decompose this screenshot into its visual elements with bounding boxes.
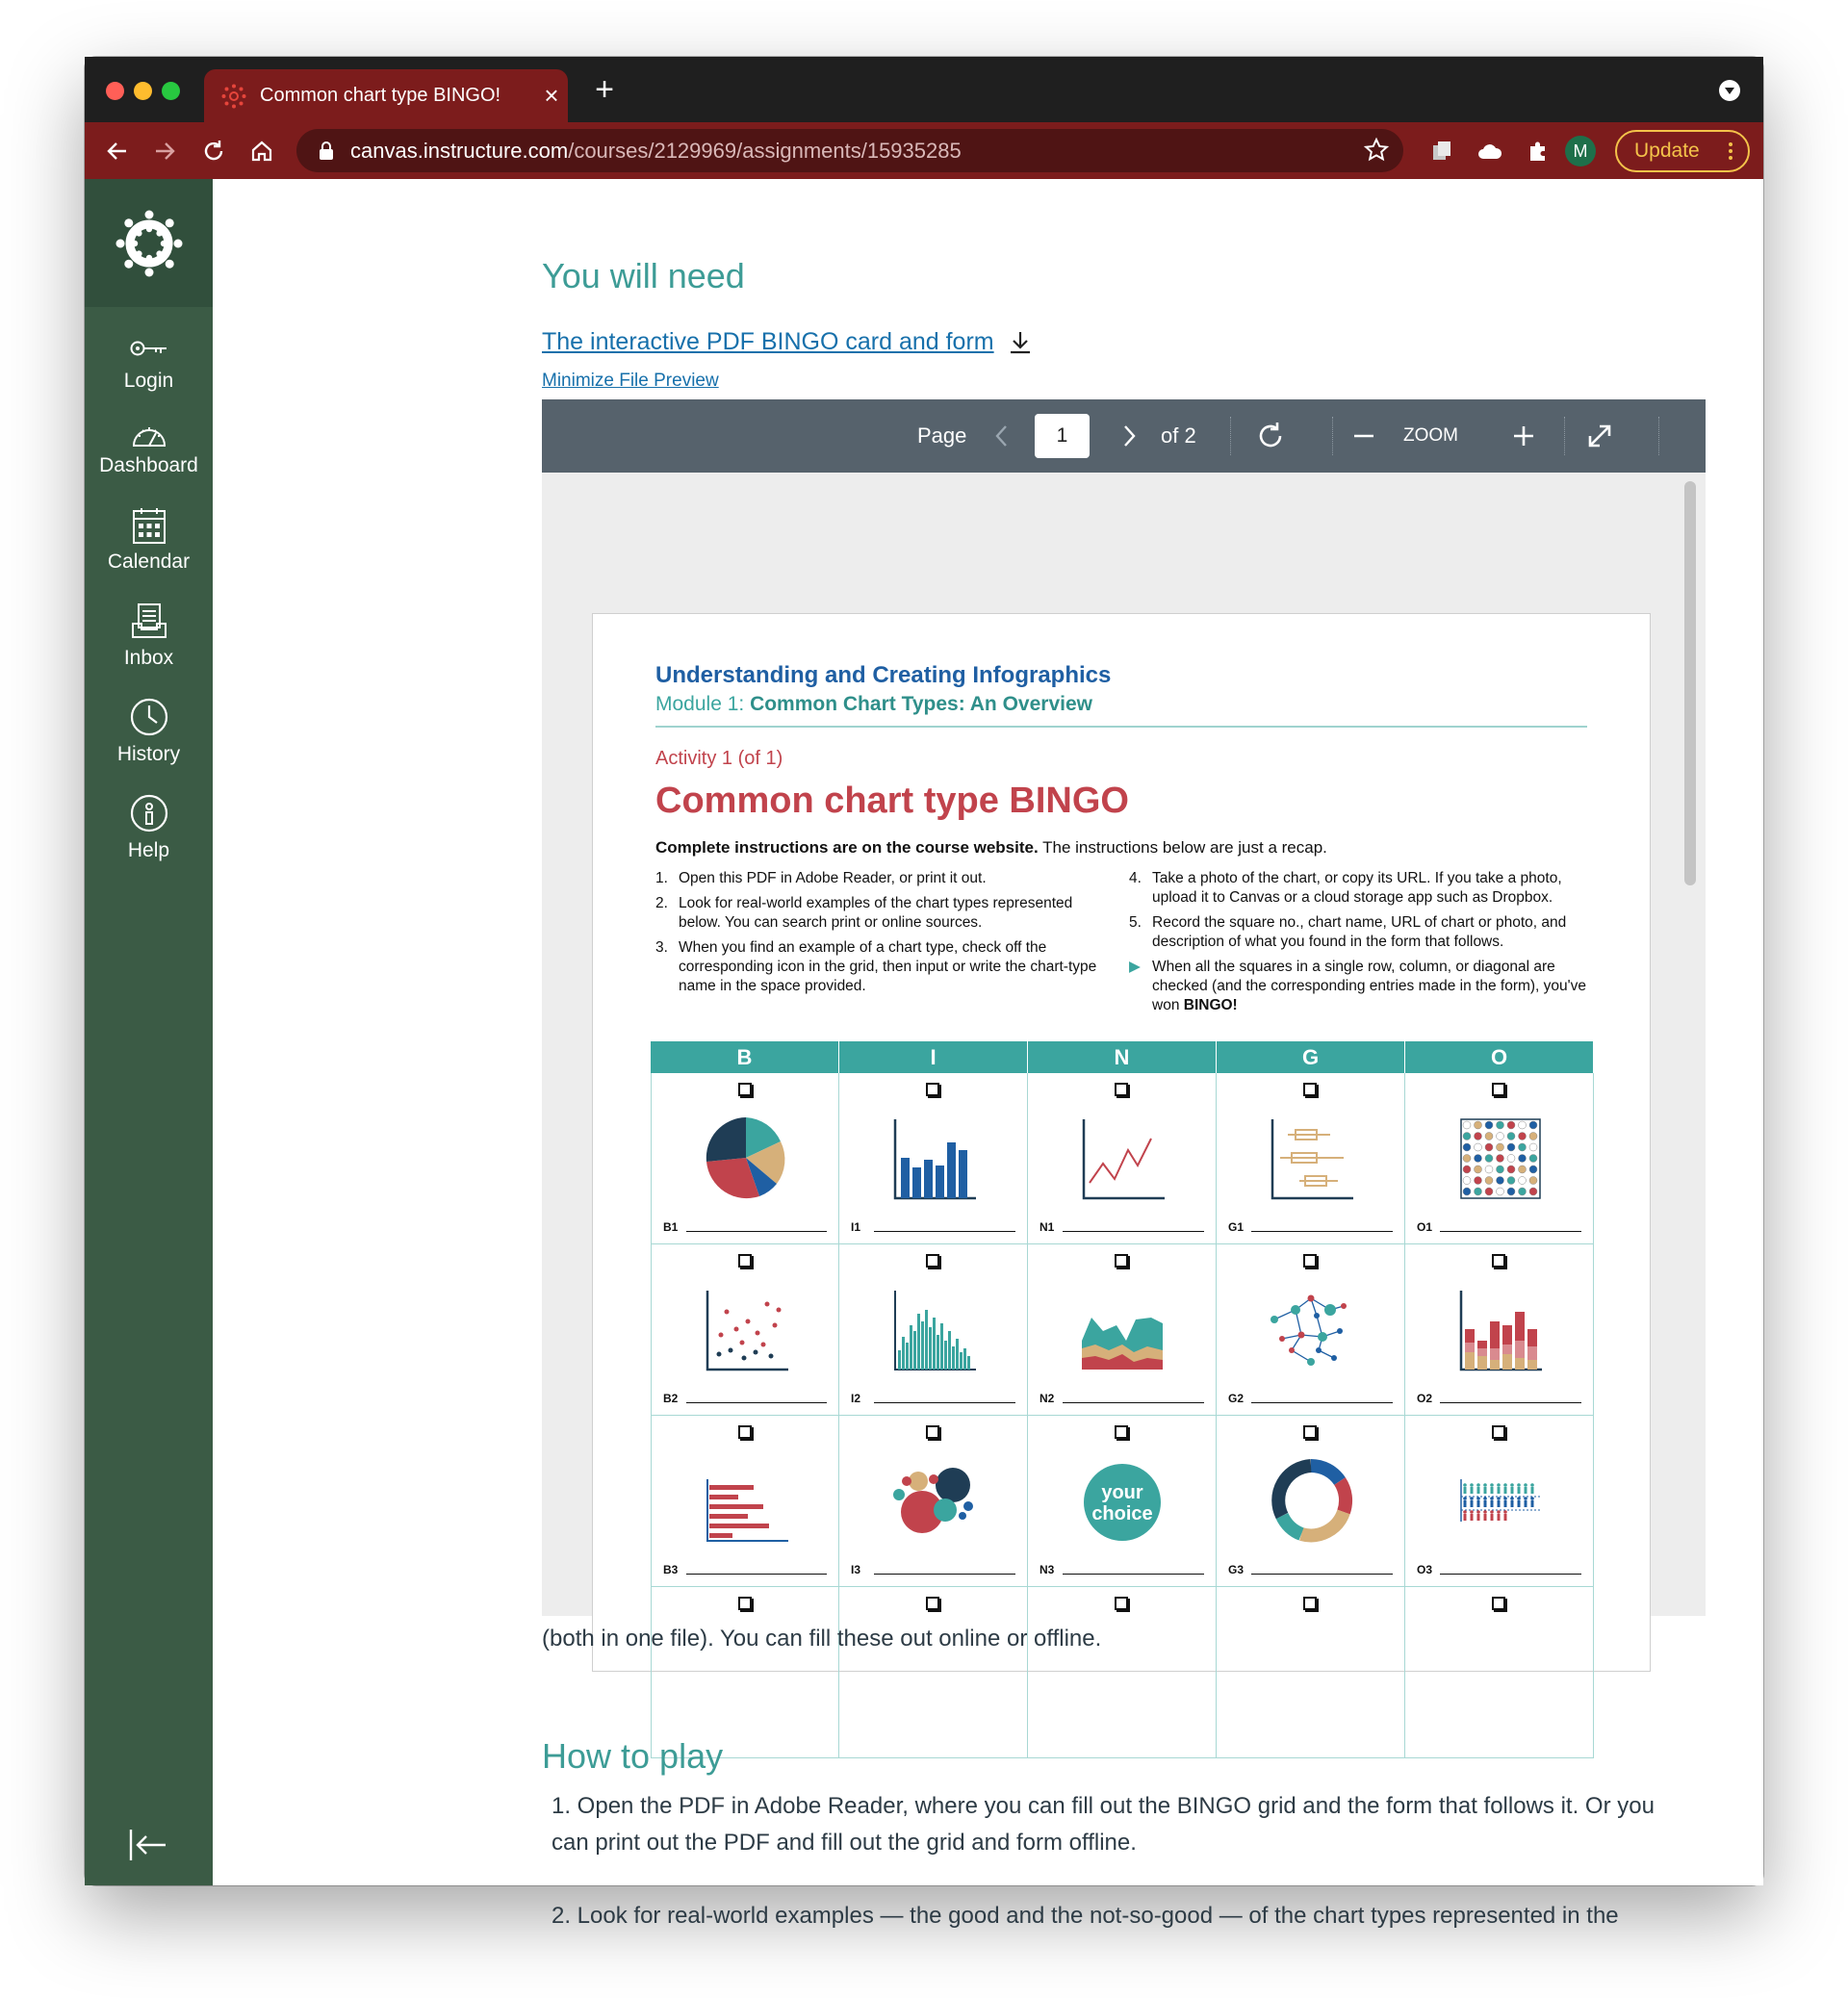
answer-line[interactable] (686, 1574, 827, 1575)
step-text-bold: BINGO! (1183, 997, 1238, 1013)
step-number: 2. (655, 895, 668, 911)
update-label: Update (1634, 140, 1700, 162)
step-text: Record the square no., chart name, URL of chart or photo, and description of what you found in the form that follows. (1152, 914, 1567, 950)
bingo-cell-o3 (1405, 1416, 1594, 1587)
nav-dashboard[interactable] (85, 420, 213, 477)
bingo-cell-i1 (839, 1073, 1028, 1244)
horizontal-bar-icon (698, 1452, 794, 1549)
bingo-cell-n2 (1028, 1244, 1217, 1416)
home-icon[interactable] (243, 132, 281, 170)
tab-search-icon[interactable] (1719, 80, 1740, 101)
bingo-checkbox[interactable] (1492, 1425, 1505, 1439)
bingo-checkbox[interactable] (1303, 1083, 1317, 1096)
answer-line[interactable] (874, 1574, 1015, 1575)
bingo-column-header: G (1217, 1041, 1405, 1073)
bar-chart-icon (886, 1110, 982, 1206)
nav-login[interactable] (85, 333, 213, 393)
page-label: Page (917, 423, 967, 448)
step-number: 4. (1129, 870, 1142, 886)
toolbar-divider (1564, 417, 1565, 455)
bingo-checkbox[interactable] (1303, 1597, 1317, 1610)
cell-code: O1 (1417, 1220, 1433, 1234)
answer-line[interactable] (874, 1231, 1015, 1232)
canvas-global-nav (85, 179, 213, 1885)
browser-window (85, 57, 1763, 1929)
url-path: /courses/2129969/assignments/15935285 (568, 138, 962, 163)
bingo-checkbox[interactable] (738, 1597, 752, 1610)
bingo-checkbox[interactable] (738, 1254, 752, 1268)
bingo-cell (1028, 1587, 1217, 1758)
info-icon (129, 793, 169, 833)
collapse-nav-icon[interactable] (127, 1824, 169, 1866)
bingo-column-header: B (651, 1041, 839, 1073)
nav-inbox-label: Inbox (123, 647, 174, 669)
area-chart-icon (1074, 1281, 1170, 1377)
pdf-step (655, 894, 1098, 933)
minimize-preview-link[interactable]: Minimize File Preview (542, 371, 719, 391)
extensions-puzzle-icon[interactable] (1519, 132, 1557, 170)
free-space-word-1: your (1101, 1482, 1143, 1503)
answer-line[interactable] (686, 1402, 827, 1403)
cell-code: I2 (851, 1392, 861, 1405)
answer-line[interactable] (1063, 1574, 1204, 1575)
minimize-window-button[interactable] (134, 82, 152, 100)
bingo-column-header: N (1028, 1041, 1217, 1073)
bingo-row (651, 1244, 1594, 1416)
pdf-file-link[interactable] (542, 328, 1033, 356)
nav-calendar-label: Calendar (107, 551, 191, 573)
step-number: 5. (1129, 914, 1142, 931)
bingo-checkbox[interactable] (738, 1083, 752, 1096)
close-window-button[interactable] (106, 82, 124, 100)
bingo-cell-b2 (651, 1244, 839, 1416)
bingo-row (651, 1416, 1594, 1587)
stacked-bar-icon (1451, 1281, 1548, 1377)
bingo-checkbox[interactable] (926, 1597, 939, 1610)
key-icon (128, 333, 170, 364)
step-number: 1. (655, 870, 668, 886)
file-note: (both in one file). You can fill these out online or offline. (542, 1626, 1102, 1652)
zoom-out-icon[interactable] (1350, 399, 1377, 473)
reload-icon[interactable] (194, 132, 233, 170)
dashboard-icon (130, 420, 168, 448)
next-page-icon[interactable] (1119, 399, 1139, 473)
cloud-extension-icon[interactable] (1471, 132, 1509, 170)
bingo-cell-b1 (651, 1073, 839, 1244)
cell-code: G3 (1228, 1563, 1245, 1576)
bingo-cell-n3 (1028, 1416, 1217, 1587)
bingo-cell (651, 1587, 839, 1758)
answer-line[interactable] (1440, 1574, 1581, 1575)
bingo-cell-i3 (839, 1416, 1028, 1587)
dot-matrix-icon (1451, 1110, 1548, 1206)
pdf-course-title: Understanding and Creating Infographics (655, 662, 1112, 688)
step-item: 1. Open the PDF in Adobe Reader, where you can fill out the BINGO grid and the form that follows it. Or you can print out the PDF and fill out the grid and form offline. (552, 1793, 1655, 1856)
new-tab-button[interactable]: + (595, 71, 614, 108)
step-text: Open this PDF in Adobe Reader, or print it out. (679, 870, 987, 886)
cell-code: N3 (1040, 1563, 1055, 1576)
inbox-icon (130, 602, 168, 641)
url-host: canvas.instructure.com (350, 138, 569, 163)
pdf-divider (655, 726, 1587, 728)
cell-code: I1 (851, 1220, 861, 1234)
forward-icon[interactable] (145, 132, 184, 170)
close-tab-icon[interactable]: × (544, 81, 559, 110)
address-bar[interactable] (296, 129, 1403, 172)
nav-calendar[interactable] (85, 506, 213, 574)
step-text: Look for real-world examples of the chart types represented below. You can search print or online sources. (679, 895, 1073, 931)
answer-line[interactable] (874, 1402, 1015, 1403)
nav-history-label: History (116, 743, 181, 765)
pdf-step (655, 869, 1098, 888)
bingo-checkbox[interactable] (1115, 1083, 1128, 1096)
donut-chart-icon (1263, 1452, 1359, 1549)
pdf-viewer-toolbar (542, 399, 1706, 473)
bingo-row (651, 1073, 1594, 1244)
active-tab[interactable] (204, 69, 568, 122)
page-count: of 2 (1161, 423, 1196, 448)
bingo-checkbox[interactable] (1115, 1254, 1128, 1268)
histogram-icon (886, 1281, 982, 1377)
back-icon[interactable] (98, 132, 137, 170)
maximize-window-button[interactable] (162, 82, 180, 100)
lock-icon (316, 141, 337, 161)
canvas-favicon-icon (221, 84, 246, 109)
answer-line[interactable] (1063, 1231, 1204, 1232)
heading-you-will-need: You will need (542, 256, 745, 295)
calendar-icon (132, 506, 167, 545)
zoom-in-icon[interactable] (1510, 399, 1537, 473)
prev-page-icon[interactable] (992, 399, 1012, 473)
step-text: When all the squares in a single row, column, or diagonal are checked (and the corresponding entries made in the form), you've won (1152, 959, 1586, 1013)
cell-code: B2 (663, 1392, 679, 1405)
assignment-content (213, 179, 1763, 1929)
nav-dashboard-label: Dashboard (99, 454, 198, 476)
cell-code: N2 (1040, 1392, 1055, 1405)
rotate-icon[interactable] (1254, 399, 1287, 473)
viewer-scrollbar[interactable] (1684, 481, 1696, 885)
bingo-checkbox[interactable] (926, 1425, 939, 1439)
pdf-step (1129, 913, 1591, 952)
toolbar-divider (1230, 417, 1231, 455)
cell-code: G1 (1228, 1220, 1245, 1234)
network-diagram-icon (1263, 1281, 1359, 1377)
nav-help-label: Help (127, 839, 170, 861)
pdf-lead-rest: The instructions below are just a recap. (1038, 838, 1327, 857)
update-button[interactable] (1615, 130, 1750, 172)
cell-code: G2 (1228, 1392, 1245, 1405)
pdf-activity: Activity 1 (of 1) (655, 748, 783, 769)
pdf-lead-bold: Complete instructions are on the course website. (655, 838, 1039, 857)
box-plot-icon (1263, 1110, 1359, 1206)
bingo-cell-o1 (1405, 1073, 1594, 1244)
bingo-checkbox[interactable] (926, 1083, 939, 1096)
pdf-steps-left (655, 869, 1098, 1002)
pdf-step (1129, 958, 1591, 1015)
answer-line[interactable] (686, 1231, 827, 1232)
more-menu-icon (1729, 140, 1734, 163)
download-icon[interactable] (1008, 329, 1033, 356)
bingo-column-header: O (1405, 1041, 1594, 1073)
answer-line[interactable] (1440, 1231, 1581, 1232)
bingo-header (651, 1041, 1594, 1073)
bubble-chart-icon (886, 1452, 982, 1549)
cell-code: I3 (851, 1563, 861, 1576)
cell-code: B3 (663, 1563, 679, 1576)
canvas-logo-icon[interactable] (85, 179, 213, 307)
pdf-file-link-text: The interactive PDF BINGO card and form (542, 328, 994, 355)
bingo-cell-b3 (651, 1416, 839, 1587)
pdf-module (655, 693, 1092, 716)
tab-bar (85, 57, 1763, 122)
pie-chart-icon (698, 1110, 794, 1206)
page-number-input[interactable]: 1 (1035, 414, 1090, 458)
answer-line[interactable] (1440, 1402, 1581, 1403)
scatter-plot-icon (698, 1281, 794, 1377)
cell-code: N1 (1040, 1220, 1055, 1234)
bingo-checkbox[interactable] (1115, 1597, 1128, 1610)
bingo-cell-g1 (1217, 1073, 1405, 1244)
bingo-checkbox[interactable] (926, 1254, 939, 1268)
pdf-module-prefix: Module 1: (655, 693, 751, 715)
pdf-page (592, 613, 1651, 1672)
bingo-checkbox[interactable] (1303, 1254, 1317, 1268)
bingo-cell (1217, 1587, 1405, 1758)
bingo-cell-o2 (1405, 1244, 1594, 1416)
pdf-lead (655, 838, 1327, 858)
pdf-step (655, 938, 1098, 996)
pdf-step (1129, 869, 1591, 908)
answer-line[interactable] (1063, 1402, 1204, 1403)
bingo-row (651, 1587, 1594, 1758)
bingo-cell-n1 (1028, 1073, 1217, 1244)
bookmark-star-icon[interactable] (1363, 137, 1390, 164)
step-bullet-icon: ▶ (1129, 959, 1141, 975)
pdf-title: Common chart type BINGO (655, 781, 1129, 821)
cell-code: O2 (1417, 1392, 1433, 1405)
bingo-cell (1405, 1587, 1594, 1758)
step-text: Take a photo of the chart, or copy its URL. If you take a photo, upload it to Canvas or a cloud storage app such as Dropbox. (1152, 870, 1562, 906)
answer-line[interactable] (1251, 1231, 1393, 1232)
step-text: When you find an example of a chart type, check off the corresponding icon in the grid, then input or write the chart-type name in the space provided. (679, 939, 1097, 994)
free-space-word-2: choice (1091, 1503, 1153, 1524)
bingo-cell-i2 (839, 1244, 1028, 1416)
pdf-steps-right (1129, 869, 1591, 1021)
bingo-checkbox[interactable] (1492, 1254, 1505, 1268)
answer-line[interactable] (1251, 1402, 1393, 1403)
bingo-checkbox[interactable] (1115, 1425, 1128, 1439)
pdf-module-name: Common Chart Types: An Overview (750, 693, 1092, 715)
extension-copy-icon[interactable] (1423, 132, 1461, 170)
nav-inbox[interactable] (85, 602, 213, 670)
nav-history[interactable] (85, 697, 213, 766)
nav-help[interactable] (85, 793, 213, 862)
bingo-checkbox[interactable] (1492, 1083, 1505, 1096)
profile-avatar[interactable]: M (1565, 136, 1596, 166)
nav-login-label: Login (123, 370, 174, 392)
pdf-viewer (542, 399, 1706, 1616)
pictogram-icon (1451, 1452, 1548, 1549)
zoom-label: ZOOM (1403, 425, 1458, 446)
bingo-checkbox[interactable] (738, 1425, 752, 1439)
bingo-column-header: I (839, 1041, 1028, 1073)
bingo-checkbox[interactable] (1303, 1425, 1317, 1439)
step-number: 3. (655, 939, 668, 956)
heading-how-to-play: How to play (542, 1736, 724, 1776)
cell-code: B1 (663, 1220, 679, 1234)
free-space-icon (1074, 1452, 1170, 1549)
bingo-checkbox[interactable] (1492, 1597, 1505, 1610)
bingo-cell-g2 (1217, 1244, 1405, 1416)
cell-code: O3 (1417, 1563, 1433, 1576)
toolbar-divider (1332, 417, 1333, 455)
line-chart-icon (1074, 1110, 1170, 1206)
answer-line[interactable] (1251, 1574, 1393, 1575)
clock-icon (129, 697, 169, 737)
bingo-cell (839, 1587, 1028, 1758)
fullscreen-icon[interactable] (1585, 399, 1614, 473)
step-item: 2. Look for real-world examples — the good and the not-so-good — of the chart types represented in the (552, 1903, 1619, 1929)
toolbar-divider (1658, 417, 1659, 455)
bingo-cell-g3 (1217, 1416, 1405, 1587)
browser-toolbar (85, 122, 1763, 179)
tab-title: Common chart type BINGO! (260, 85, 501, 106)
